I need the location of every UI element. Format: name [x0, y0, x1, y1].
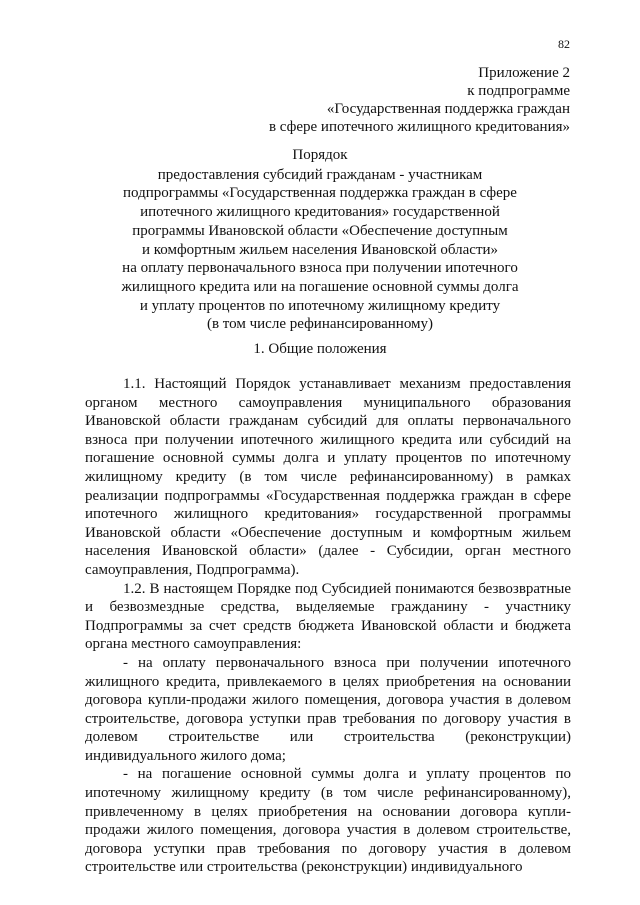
- appendix-line: в сфере ипотечного жилищного кредитования»: [268, 119, 570, 135]
- title-line: и комфортным жильем населения Ивановской области»: [141, 241, 499, 258]
- title-line: и уплату процентов по ипотечному жилищному кредиту: [139, 297, 501, 314]
- title-line: программы Ивановской области «Обеспечение доступным: [132, 222, 508, 239]
- appendix-header: [269, 64, 570, 136]
- list-item-down-payment: - на оплату первоначального взноса при получении ипотечного жилищного кредита, привлекаемого в целях приобретения на основании договора купли-продажи жилого помещения, договора участия в долевом строительстве, договора уступки прав требования по договору участия в долевом строительстве или строительства (реконструкции) индивидуального жилого дома;: [85, 654, 571, 764]
- title-line: (в том числе рефинансированному): [206, 316, 434, 333]
- title-line: на оплату первоначального взноса при получении ипотечного: [122, 260, 518, 277]
- title-heading: Порядок: [292, 147, 348, 163]
- title-line: подпрограммы «Государственная поддержка граждан в сфере: [123, 185, 517, 202]
- paragraph-1-1: 1.1. Настоящий Порядок устанавливает механизм предоставления органом местного самоуправления муниципального образования Ивановской области гражданам субсидий для оплаты первоначального взноса при получении ипотечного жилищного кредита или субсидий на погашение основной суммы долга и уплату процентов по ипотечному жилищному кредиту (в том числе рефинансированному) в рамках реализации подпрограммы «Государственная поддержка граждан в сфере ипотечного жилищного кредитования» государственной программы Ивановской области «Обеспечение доступным и комфортным жильем населения Ивановской области» (далее - Субсидии, орган местного самоуправления, Подпрограмма).: [85, 376, 571, 578]
- title-line: ипотечного жилищного кредитования» государственной: [140, 204, 500, 221]
- document-body: [85, 375, 571, 877]
- appendix-line: «Государственная поддержка граждан: [326, 101, 570, 117]
- list-item-debt-repayment: - на погашение основной суммы долга и уплату процентов по ипотечному жилищному кредиту (в том числе рефинансированному), привлеченному в целях приобретения на основании договора купли-продажи жилого помещения, договора участия в долевом строительстве, договора уступки прав требования по договору участия в долевом строительстве или строительства (реконструкции) индивидуального: [85, 766, 571, 876]
- document-title: [70, 146, 570, 334]
- appendix-line: Приложение 2: [478, 65, 570, 81]
- appendix-line: к подпрограмме: [467, 83, 570, 99]
- page-number: 82: [558, 37, 570, 51]
- paragraph-1-2: 1.2. В настоящем Порядке под Субсидией понимаются безвозвратные и безвозмездные средства, выделяемые гражданину - участнику Подпрограммы за счет средств бюджета Ивановской области и бюджета органа местного самоуправления:: [85, 580, 571, 653]
- title-line: предоставления субсидий гражданам - участникам: [157, 166, 483, 183]
- title-line: жилищного кредита или на погашение основной суммы долга: [121, 278, 519, 295]
- section-heading: 1. Общие положения: [253, 341, 387, 357]
